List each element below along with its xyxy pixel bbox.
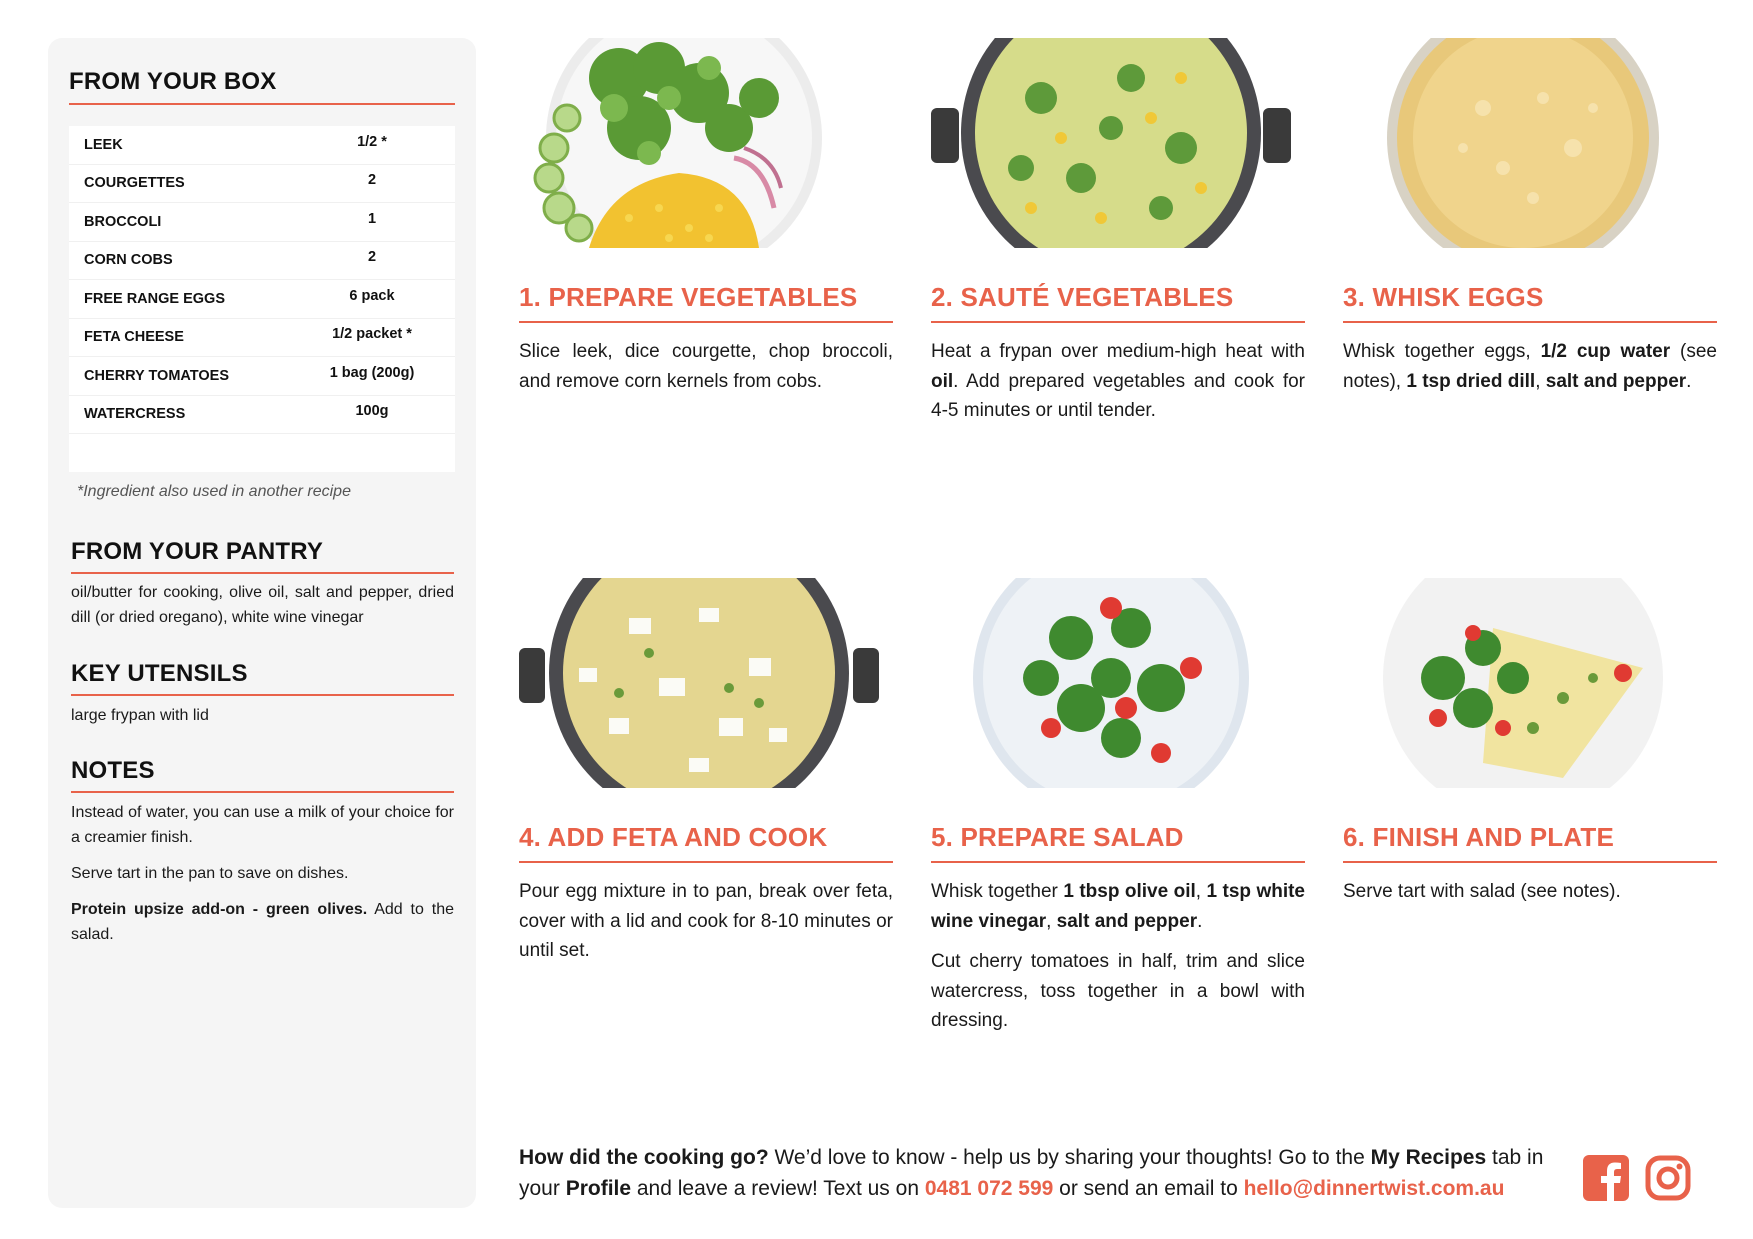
ingredient-qty: 6 pack: [349, 287, 395, 304]
step6-rule: [1343, 861, 1717, 863]
step2-paragraph: Heat a frypan over medium-high heat with oil. Add prepared vegetables and cook for 4-5 minutes or until tender.: [931, 341, 1305, 421]
ingredient-name: BROCCOLI: [84, 213, 162, 230]
step5-text: [931, 877, 1305, 1047]
ingredient-qty: 2: [367, 249, 377, 266]
phone-link[interactable]: 0481 072 599: [924, 1177, 1054, 1200]
salad-bowl-image: [931, 578, 1291, 788]
utensils-text: large frypan with lid: [71, 707, 209, 724]
step2-text: [931, 337, 1305, 437]
pantry-heading-rule: [71, 572, 454, 574]
ingredient-row: [69, 242, 455, 281]
note-protein-bold: Protein upsize add-on - green olives.: [71, 901, 368, 918]
ingredient-row: [69, 396, 455, 435]
step4-paragraph: Pour egg mixture in to pan, break over feta, cover with a lid and cook for 8-10 minutes or until set.: [519, 881, 893, 961]
step1-photo: [519, 38, 879, 248]
sauteed-vegetables-image: [931, 38, 1291, 248]
ingredient-qty: 1: [367, 210, 377, 227]
ingredients-sidebar: [48, 38, 476, 1208]
notes-text: [71, 800, 454, 958]
step5-title: 5. PREPARE SALAD: [931, 822, 1184, 852]
step5-paragraph-salad: Cut cherry tomatoes in half, trim and slice watercress, toss together in a bowl with dressing.: [931, 951, 1305, 1031]
ingredient-qty: 1 bag (200g): [329, 364, 415, 381]
utensils-heading-rule: [71, 694, 454, 696]
step1-text: [519, 337, 893, 407]
my-recipes-link[interactable]: My Recipes: [1370, 1146, 1487, 1169]
step6-text: [1343, 877, 1717, 918]
profile-link[interactable]: Profile: [565, 1177, 632, 1200]
step3-title: 3. WHISK EGGS: [1343, 282, 1544, 312]
ingredient-name: FREE RANGE EGGS: [84, 290, 225, 307]
feedback-question: How did the cooking go?: [519, 1146, 769, 1169]
step4-text: [519, 877, 893, 977]
ingredient-row: [69, 165, 455, 204]
ingredients-table: [69, 126, 455, 472]
ingredient-name: WATERCRESS: [84, 406, 186, 423]
step1-paragraph: Slice leek, dice courgette, chop broccoli, and remove corn kernels from cobs.: [519, 341, 893, 392]
step6-photo: [1343, 578, 1703, 788]
step6-paragraph: Serve tart with salad (see notes).: [1343, 881, 1621, 902]
notes-heading-rule: [71, 791, 454, 793]
feta-tart-pan-image: [519, 578, 879, 788]
ingredient-footnote: *Ingredient also used in another recipe: [77, 483, 351, 500]
feedback-footer: How did the cooking go? We’d love to know - help us by sharing your thoughts! Go to the My Recipes tab in your Profile and leave a review! Text us on 0481 072 599 or send an email to hello@dinnertwist.com.au: [519, 1146, 1544, 1200]
ingredient-qty: 100g: [355, 403, 389, 420]
ingredient-row: [69, 319, 455, 358]
ingredient-row: [69, 357, 455, 396]
box-heading-rule: [69, 103, 455, 105]
step2-rule: [931, 321, 1305, 323]
step3-text: [1343, 337, 1717, 407]
ingredient-qty: 2: [367, 172, 377, 189]
step5-photo: [931, 578, 1291, 788]
step4-rule: [519, 861, 893, 863]
ingredient-name: CHERRY TOMATOES: [84, 367, 230, 384]
step3-rule: [1343, 321, 1717, 323]
ingredient-qty: 1/2 *: [357, 133, 387, 150]
step1-title: 1. PREPARE VEGETABLES: [519, 282, 858, 312]
facebook-icon[interactable]: [1583, 1155, 1629, 1201]
ingredient-name: COURGETTES: [84, 175, 185, 192]
ingredient-name: LEEK: [84, 136, 123, 153]
step1-rule: [519, 321, 893, 323]
step5-rule: [931, 861, 1305, 863]
step4-photo: [519, 578, 879, 788]
step2-title: 2. SAUTÉ VEGETABLES: [931, 282, 1234, 312]
step4-title: 4. ADD FETA AND COOK: [519, 822, 828, 852]
step2-photo: [931, 38, 1291, 248]
step3-paragraph: Whisk together eggs, 1/2 cup water (see notes), 1 tsp dried dill, salt and pepper.: [1343, 341, 1717, 392]
pantry-heading: FROM YOUR PANTRY: [71, 538, 324, 565]
prepared-vegetables-image: [519, 38, 879, 248]
ingredient-name: CORN COBS: [84, 252, 173, 269]
ingredient-row: [69, 126, 455, 165]
ingredient-name: FETA CHEESE: [84, 329, 184, 346]
step3-photo: [1343, 38, 1703, 248]
ingredient-row: [69, 203, 455, 242]
step5-paragraph-dressing: Whisk together 1 tbsp olive oil, 1 tsp white wine vinegar, salt and pepper.: [931, 881, 1305, 932]
note-protein: [71, 897, 454, 947]
instagram-icon[interactable]: [1645, 1155, 1691, 1201]
email-link[interactable]: hello@dinnertwist.com.au: [1243, 1177, 1505, 1200]
whisked-eggs-image: [1343, 38, 1703, 248]
step6-title: 6. FINISH AND PLATE: [1343, 822, 1615, 852]
pantry-text: oil/butter for cooking, olive oil, salt and pepper, dried dill (or dried oregano), white wine vinegar: [71, 584, 454, 626]
box-heading: FROM YOUR BOX: [69, 68, 277, 95]
plated-tart-image: [1343, 578, 1703, 788]
notes-heading: NOTES: [71, 757, 155, 784]
note-water: Instead of water, you can use a milk of your choice for a creamier finish.: [71, 804, 454, 846]
ingredient-row: [69, 280, 455, 319]
note-serve: Serve tart in the pan to save on dishes.: [71, 865, 349, 882]
ingredient-qty: 1/2 packet *: [332, 326, 412, 343]
note-protein-rest: Add to the salad.: [71, 901, 455, 943]
utensils-heading: KEY UTENSILS: [71, 660, 248, 687]
